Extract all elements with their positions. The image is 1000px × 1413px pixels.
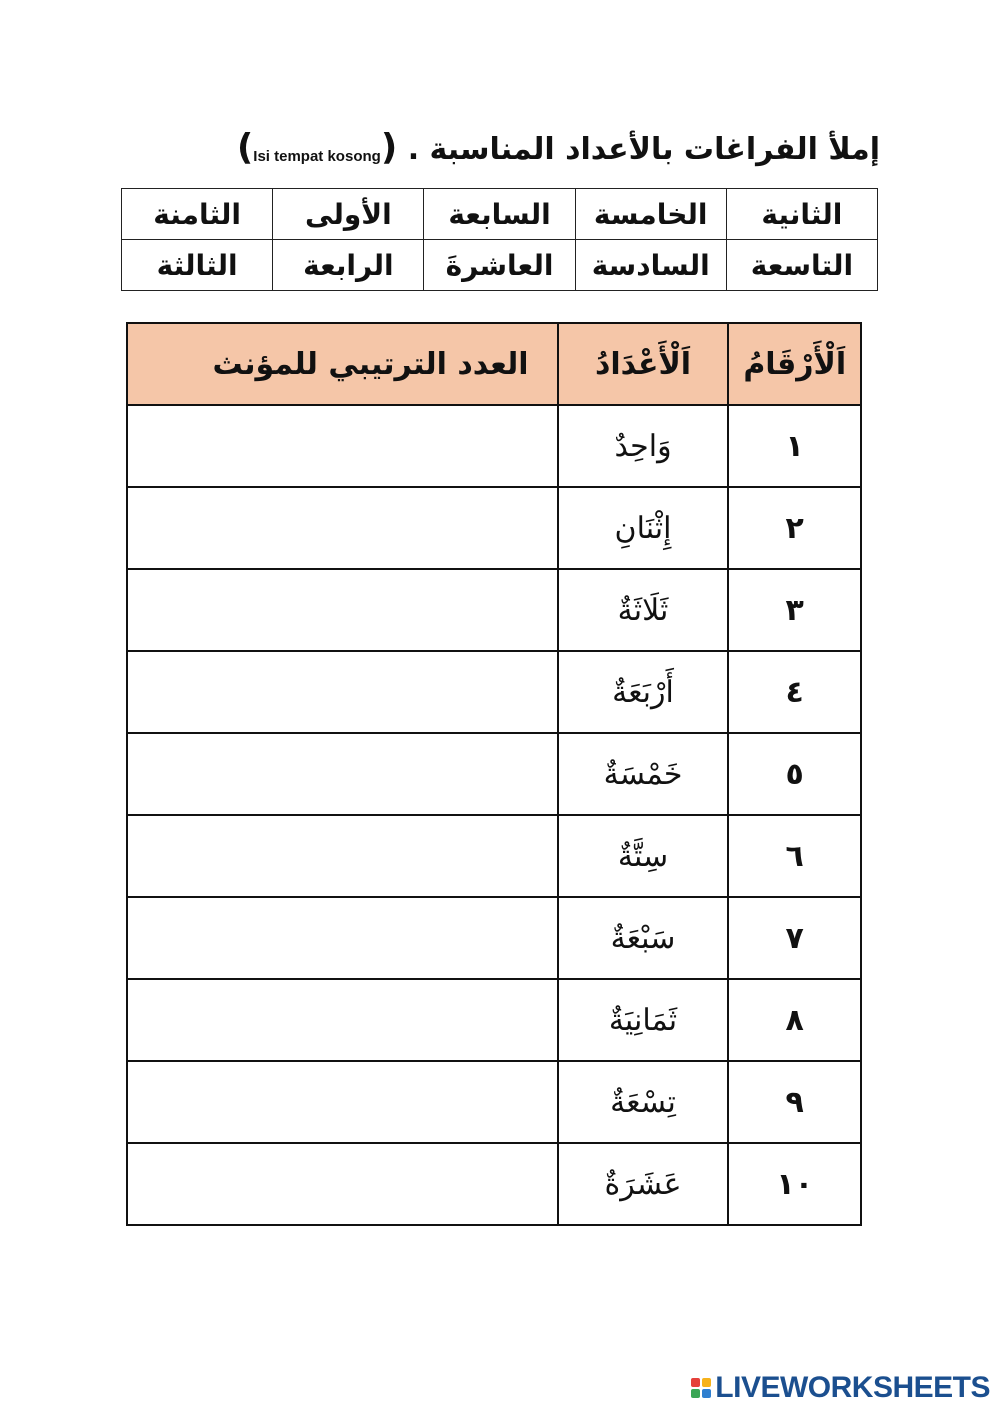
answer-input[interactable] — [128, 488, 557, 568]
header-numerals: اَلْأَرْقَامُ — [728, 323, 861, 405]
instruction — [150, 118, 880, 178]
instruction-arabic: إملأ الفراغات بالأعداد المناسبة . — [397, 132, 880, 167]
numeral-cell: ٥ — [728, 733, 861, 815]
number-word-cell: سِتَّةٌ — [558, 815, 729, 897]
answer-cell[interactable] — [127, 487, 558, 569]
answer-cell[interactable] — [127, 651, 558, 733]
word-bank-cell: الثامنة — [122, 189, 273, 240]
number-word-cell: وَاحِدٌ — [558, 405, 729, 487]
table-row — [127, 651, 861, 733]
numeral-cell: ٩ — [728, 1061, 861, 1143]
word-bank-cell: العاشرةَ — [424, 240, 575, 291]
numeral-cell: ١ — [728, 405, 861, 487]
answer-input[interactable] — [128, 816, 557, 896]
answer-cell[interactable] — [127, 815, 558, 897]
header-row — [127, 323, 861, 405]
numeral-cell: ٨ — [728, 979, 861, 1061]
answer-cell[interactable] — [127, 405, 558, 487]
answer-cell[interactable] — [127, 1143, 558, 1225]
number-word-cell: عَشَرَةٌ — [558, 1143, 729, 1225]
table-row — [127, 815, 861, 897]
table-row — [127, 405, 861, 487]
numbers-table — [126, 322, 862, 1226]
logo-square — [691, 1389, 700, 1398]
answer-input[interactable] — [128, 980, 557, 1060]
answer-input[interactable] — [128, 652, 557, 732]
numeral-cell: ٧ — [728, 897, 861, 979]
numeral-cell: ٦ — [728, 815, 861, 897]
answer-cell[interactable] — [127, 897, 558, 979]
table-row — [127, 1061, 861, 1143]
answer-cell[interactable] — [127, 979, 558, 1061]
logo-square — [702, 1378, 711, 1387]
answer-cell[interactable] — [127, 733, 558, 815]
answer-input[interactable] — [128, 406, 557, 486]
word-bank-row — [122, 240, 878, 291]
table-row — [127, 487, 861, 569]
answer-input[interactable] — [128, 1062, 557, 1142]
answer-input[interactable] — [128, 898, 557, 978]
answer-cell[interactable] — [127, 1061, 558, 1143]
word-bank-cell: الأولى — [273, 189, 424, 240]
number-word-cell: سَبْعَةٌ — [558, 897, 729, 979]
word-bank-cell: السادسة — [575, 240, 726, 291]
number-word-cell: إِثْنَانِ — [558, 487, 729, 569]
answer-cell[interactable] — [127, 569, 558, 651]
numeral-cell: ٢ — [728, 487, 861, 569]
table-row — [127, 733, 861, 815]
word-bank-cell: التاسعة — [726, 240, 877, 291]
table-row — [127, 569, 861, 651]
word-bank-row — [122, 189, 878, 240]
word-bank-cell: الرابعة — [273, 240, 424, 291]
number-word-cell: تِسْعَةٌ — [558, 1061, 729, 1143]
table-row — [127, 897, 861, 979]
logo-text: LIVEWORKSHEETS — [715, 1371, 990, 1404]
answer-input[interactable] — [128, 570, 557, 650]
paren-open: ( — [380, 127, 398, 168]
numeral-cell: ٣ — [728, 569, 861, 651]
word-bank-cell: السابعة — [424, 189, 575, 240]
instruction-latin: Isi tempat kosong — [253, 148, 381, 165]
numeral-cell: ١٠ — [728, 1143, 861, 1225]
logo-square — [702, 1389, 711, 1398]
header-answer: العدد الترتيبي للمؤنث — [127, 323, 558, 405]
number-word-cell: خَمْسَةٌ — [558, 733, 729, 815]
answer-input[interactable] — [128, 1144, 557, 1224]
logo-square — [691, 1378, 700, 1387]
word-bank — [121, 188, 878, 291]
table-row — [127, 979, 861, 1061]
logo-grid-icon — [691, 1378, 711, 1398]
header-words: اَلْأَعْدَادُ — [558, 323, 729, 405]
numeral-cell: ٤ — [728, 651, 861, 733]
number-word-cell: أَرْبَعَةٌ — [558, 651, 729, 733]
table-row — [127, 1143, 861, 1225]
liveworksheets-logo — [691, 1371, 990, 1405]
answer-input[interactable] — [128, 734, 557, 814]
number-word-cell: ثَمَانِيَةٌ — [558, 979, 729, 1061]
word-bank-cell: الخامسة — [575, 189, 726, 240]
word-bank-cell: الثانية — [726, 189, 877, 240]
number-word-cell: ثَلَاثَةٌ — [558, 569, 729, 651]
paren-close: ) — [236, 127, 254, 168]
word-bank-cell: الثالثة — [122, 240, 273, 291]
